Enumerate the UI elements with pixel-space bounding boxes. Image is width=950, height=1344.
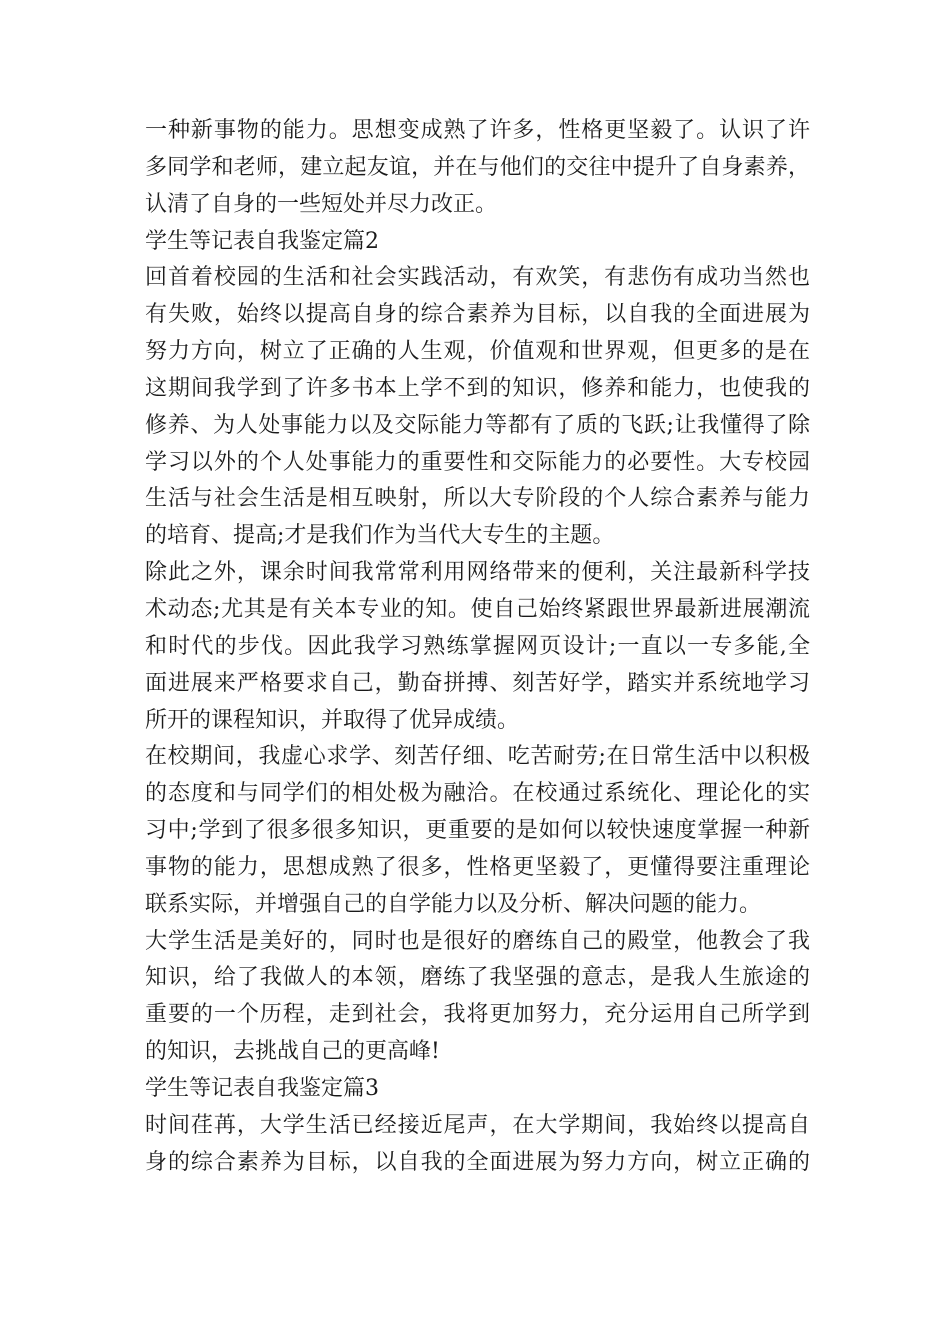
- text-line: 有失败，始终以提高自身的综合素养为目标，以自我的全面进展为: [145, 302, 810, 328]
- text-line: 的知识，去挑战自己的更高峰!: [145, 1039, 440, 1065]
- text-line: 的培育、提高;才是我们作为当代大专生的主题。: [145, 523, 615, 549]
- text-line: 重要的一个历程，走到社会，我将更加努力，充分运用自己所学到: [145, 1002, 810, 1028]
- text-line: 这期间我学到了许多书本上学不到的知识，修养和能力，也使我的: [145, 375, 810, 401]
- text-line: 习中;学到了很多很多知识，更重要的是如何以较快速度掌握一种新: [145, 818, 810, 844]
- text-line: 身的综合素养为目标，以自我的全面进展为努力方向，树立正确的: [145, 1149, 810, 1175]
- text-line: 生活与社会生活是相互映射，所以大专阶段的个人综合素养与能力: [145, 486, 810, 512]
- section-heading: 学生等记表自我鉴定篇2: [145, 228, 379, 254]
- text-line: 除此之外，课余时间我常常利用网络带来的便利，关注最新科学技: [145, 560, 810, 586]
- text-line: 事物的能力，思想成熟了很多，性格更坚毅了，更懂得要注重理论: [145, 854, 810, 880]
- text-line: 回首着校园的生活和社会实践活动，有欢笑，有悲伤有成功当然也: [145, 265, 810, 291]
- text-line: 多同学和老师，建立起友谊，并在与他们的交往中提升了自身素养，: [145, 154, 810, 180]
- text-line: 修养、为人处事能力以及交际能力等都有了质的飞跃;让我懂得了除: [145, 412, 810, 438]
- text-line: 时间荏苒，大学生活已经接近尾声，在大学期间，我始终以提高自: [145, 1112, 810, 1138]
- text-line: 在校期间，我虚心求学、刻苦仔细、吃苦耐劳;在日常生活中以积极: [145, 744, 810, 770]
- text-line: 知识，给了我做人的本领，磨练了我坚强的意志，是我人生旅途的: [145, 965, 810, 991]
- text-line: 大学生活是美好的，同时也是很好的磨练自己的殿堂，他教会了我: [145, 928, 810, 954]
- text-line: 认清了自身的一些短处并尽力改正。: [145, 191, 498, 217]
- text-line: 一种新事物的能力。思想变成熟了许多，性格更坚毅了。认识了许: [145, 118, 810, 143]
- text-line: 努力方向，树立了正确的人生观，价值观和世界观，但更多的是在: [145, 339, 810, 365]
- text-line: 的态度和与同学们的相处极为融洽。在校通过系统化、理论化的实: [145, 781, 810, 807]
- text-line: 联系实际，并增强自己的自学能力以及分析、解决问题的能力。: [145, 891, 762, 917]
- text-line: 面进展来严格要求自己，勤奋拼搏、刻苦好学，踏实并系统地学习: [145, 670, 810, 696]
- text-line: 和时代的步伐。因此我学习熟练掌握网页设计;一直以一专多能,全: [145, 633, 810, 659]
- text-line: 学习以外的个人处事能力的重要性和交际能力的必要性。大专校园: [145, 449, 810, 475]
- section-heading: 学生等记表自我鉴定篇3: [145, 1075, 379, 1101]
- text-line: 所开的课程知识，并取得了优异成绩。: [145, 707, 520, 733]
- document-body: [145, 113, 810, 1181]
- text-line: 术动态;尤其是有关本专业的知。使自己始终紧跟世界最新进展潮流: [145, 596, 810, 622]
